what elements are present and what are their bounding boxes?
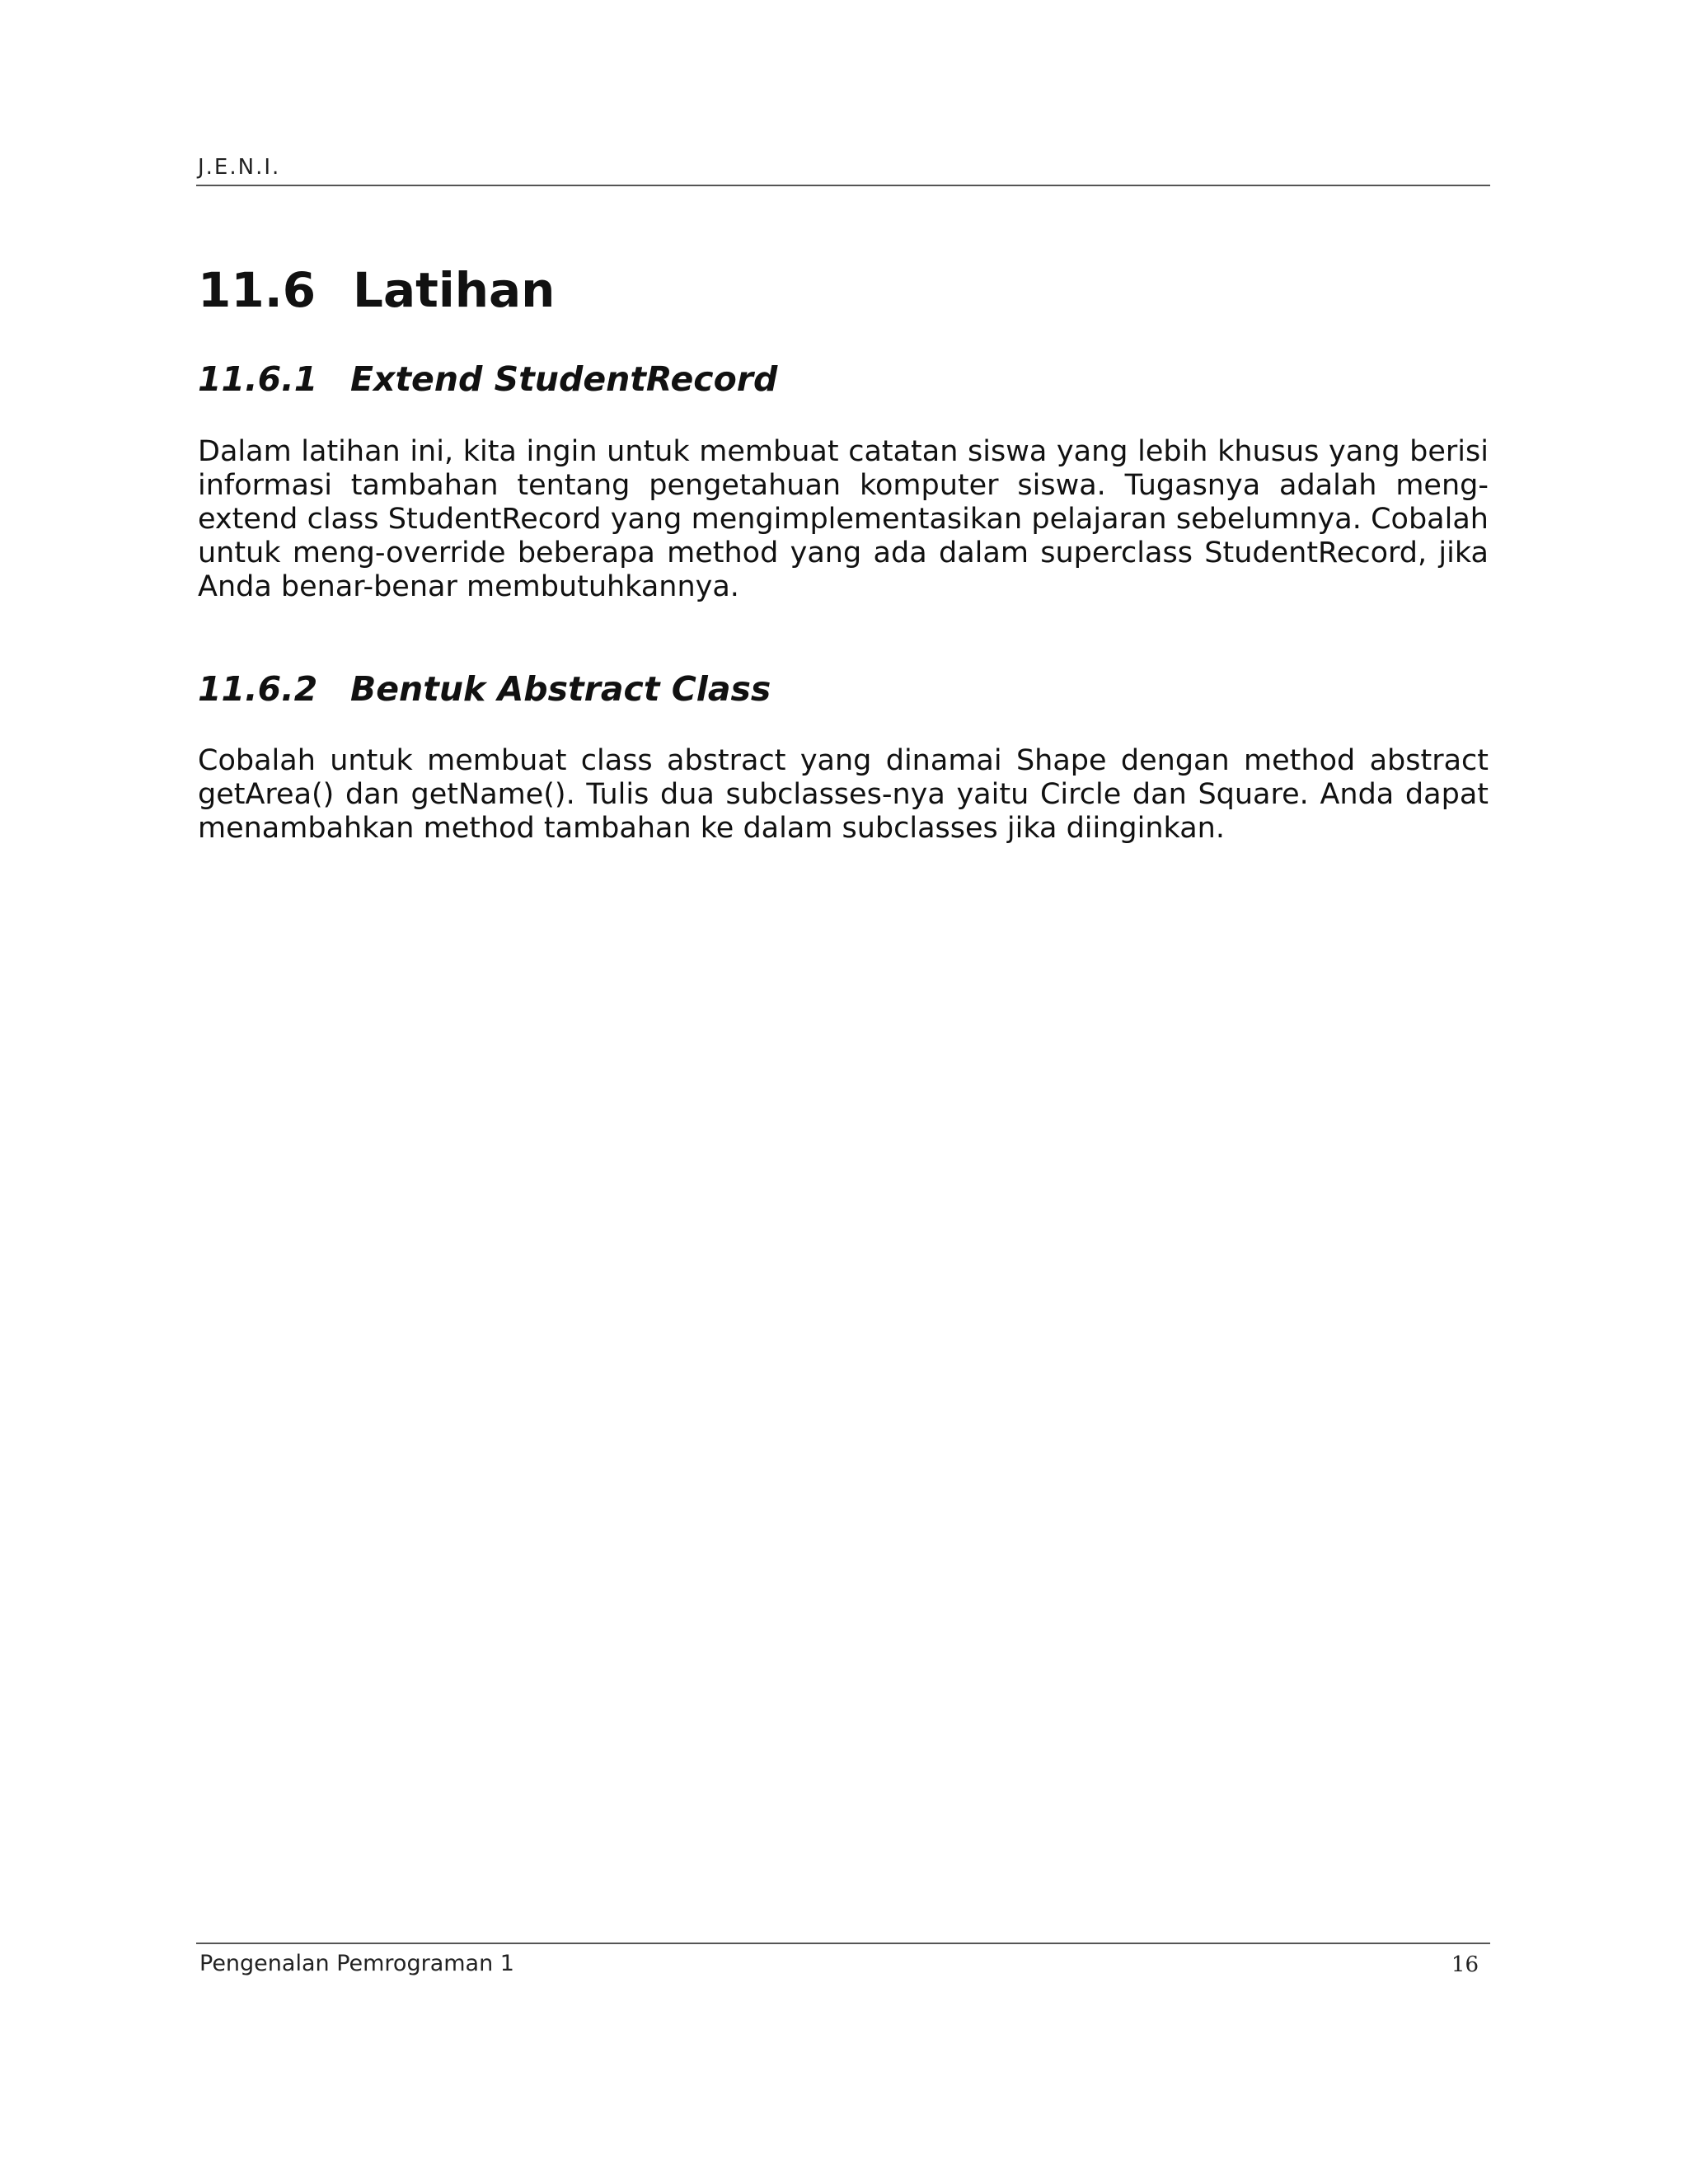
subsection-title: Bentuk Abstract Class <box>350 669 771 709</box>
footer-title: Pengenalan Pemrograman 1 <box>199 1951 514 1976</box>
header-title: J.E.N.I. <box>198 155 281 180</box>
paragraph-extend-studentrecord: Dalam latihan ini, kita ingin untuk membuat catatan siswa yang lebih khusus yang berisi informasi tambahan tentang pengetahuan komputer siswa. Tugasnya adalah meng-extend class StudentRecord yang mengimplementasikan pelajaran sebelumnya. Cobalah untuk meng-override beberapa method yang ada dalam superclass StudentRecord, jika Anda benar-benar membutuhkannya. <box>198 435 1489 603</box>
subsection-number: 11.6.2 <box>198 669 318 709</box>
section-number: 11.6 <box>198 262 316 318</box>
page-header <box>196 155 1490 186</box>
section-heading <box>198 262 555 318</box>
subsection-heading-bentuk-abstract-class <box>198 669 771 709</box>
subsection-title: Extend StudentRecord <box>350 359 778 399</box>
subsection-heading-extend-studentrecord <box>198 359 777 399</box>
page-footer <box>196 1943 1490 1977</box>
page-number: 16 <box>1451 1952 1479 1977</box>
section-title: Latihan <box>353 262 556 318</box>
subsection-number: 11.6.1 <box>198 359 318 399</box>
paragraph-bentuk-abstract-class: Cobalah untuk membuat class abstract yang dinamai Shape dengan method abstract getArea() dan getName(). Tulis dua subclasses-nya yaitu Circle dan Square. Anda dapat menambahkan method tambahan ke dalam subclasses jika diinginkan. <box>198 744 1489 845</box>
